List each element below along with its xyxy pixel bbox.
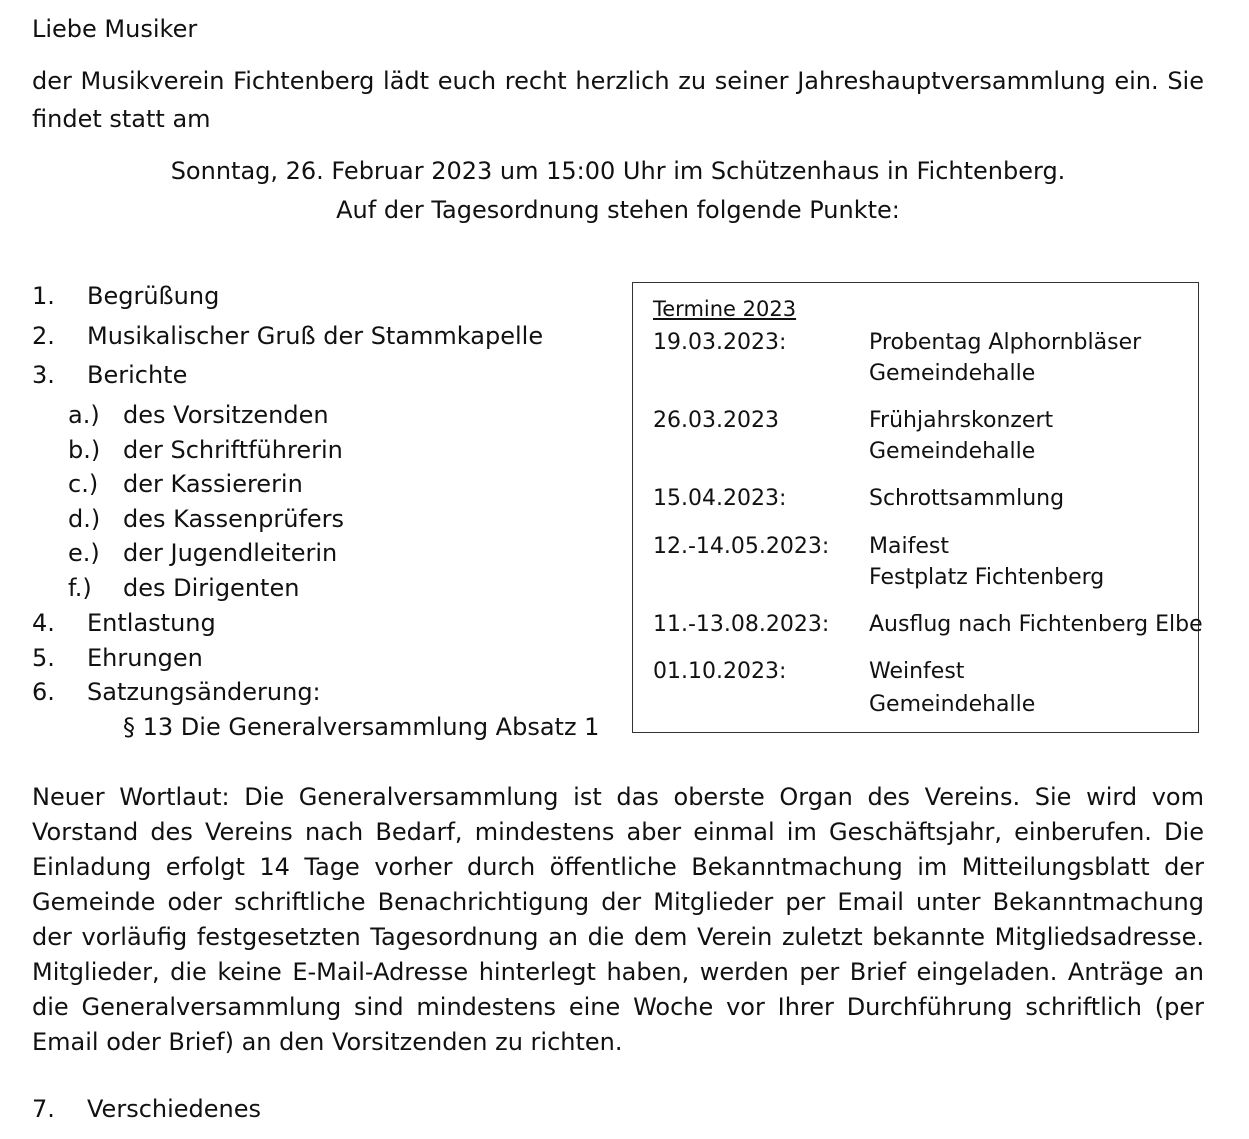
termin-date: 19.03.2023: <box>653 330 787 355</box>
event-date-line: Sonntag, 26. Februar 2023 um 15:00 Uhr im Schützenhaus in Fichtenberg. <box>170 157 1066 185</box>
intro-paragraph: der Musikverein Fichtenberg lädt euch recht herzlich zu seiner Jahreshauptversammlung ein. Sie findet statt am <box>32 67 1204 133</box>
greeting: Liebe Musiker <box>32 15 198 43</box>
agenda-item-text: Ehrungen <box>87 644 203 672</box>
agenda-item-number: 3. <box>32 361 55 389</box>
subitem-letter: a.) <box>68 401 100 429</box>
termin-date: 01.10.2023: <box>653 659 787 684</box>
termin-place: Gemeindehalle <box>869 439 1036 464</box>
termin-place: Festplatz Fichtenberg <box>869 565 1105 590</box>
termin-date: 12.-14.05.2023: <box>653 534 830 559</box>
agenda-item-number: 7. <box>32 1095 55 1123</box>
termin-date: 11.-13.08.2023: <box>653 612 830 637</box>
paragraph-reference: § 13 Die Generalversammlung Absatz 1 <box>123 713 600 741</box>
agenda-item-text: Begrüßung <box>87 282 220 310</box>
termine-box <box>632 282 1203 733</box>
agenda-intro: Auf der Tagesordnung stehen folgende Punkte: <box>336 196 900 224</box>
termin-event: Schrottsammlung <box>869 486 1065 511</box>
agenda-item-number: 2. <box>32 322 55 350</box>
termine-title: Termine 2023 <box>653 297 797 321</box>
subitem-letter: d.) <box>68 505 101 533</box>
agenda-item-text: Satzungsänderung: <box>87 678 321 706</box>
subitem-text: des Dirigenten <box>123 574 300 602</box>
termin-date: 26.03.2023 <box>653 408 779 433</box>
subitem-letter: b.) <box>68 436 101 464</box>
subitem-text: der Schriftführerin <box>123 436 343 464</box>
subitem-text: des Vorsitzenden <box>123 401 329 429</box>
subitem-letter: e.) <box>68 539 100 567</box>
agenda-item-number: 4. <box>32 609 55 637</box>
termin-event: Probentag Alphornbläser <box>869 330 1142 355</box>
termin-event: Maifest <box>869 534 949 559</box>
termin-place: Gemeindehalle <box>869 361 1036 386</box>
termin-event: Weinfest <box>869 659 965 684</box>
termin-event: Ausflug nach Fichtenberg Elbe <box>869 612 1203 637</box>
termin-date: 15.04.2023: <box>653 486 787 511</box>
agenda-item-text: Verschiedenes <box>87 1095 262 1123</box>
agenda-item-text: Musikalischer Gruß der Stammkapelle <box>87 322 544 350</box>
agenda-item-number: 6. <box>32 678 55 706</box>
agenda-item-number: 5. <box>32 644 55 672</box>
termin-event: Frühjahrskonzert <box>869 408 1054 433</box>
document-page <box>32 0 1204 1139</box>
subitem-letter: c.) <box>68 470 99 498</box>
subitem-text: der Kassiererin <box>123 470 303 498</box>
subitem-letter: f.) <box>68 574 92 602</box>
agenda-item-number: 1. <box>32 282 55 310</box>
subitem-text: der Jugendleiterin <box>123 539 338 567</box>
new-wording-paragraph: Neuer Wortlaut: Die Generalversammlung ist das oberste Organ des Vereins. Sie wird vom Vorstand des Vereins nach Bedarf, mindestens aber einmal im Geschäftsjahr, einberufen. Die Einladung erfolgt 14 Tage vorher durch öffentliche Bekanntmachung im Mitteilungsblatt der Gemeinde oder schriftliche Benachrichtigung der Mitglieder per Email unter Bekanntmachung der vorläufig festgesetzten Tagesordnung an die dem Verein zuletzt bekannte Mitgliedsadresse. Mitglieder, die keine E-Mail-Adresse hinterlegt haben, werden per Brief eingeladen. Anträge an die Generalversammlung sind mindestens eine Woche vor Ihrer Durchführung schriftlich (per Email oder Brief) an den Vorsitzenden zu richten. <box>32 783 1204 1056</box>
termin-place: Gemeindehalle <box>869 692 1036 717</box>
agenda-item-text: Entlastung <box>87 609 216 637</box>
subitem-text: des Kassenprüfers <box>123 505 345 533</box>
agenda-item-text: Berichte <box>87 361 188 389</box>
